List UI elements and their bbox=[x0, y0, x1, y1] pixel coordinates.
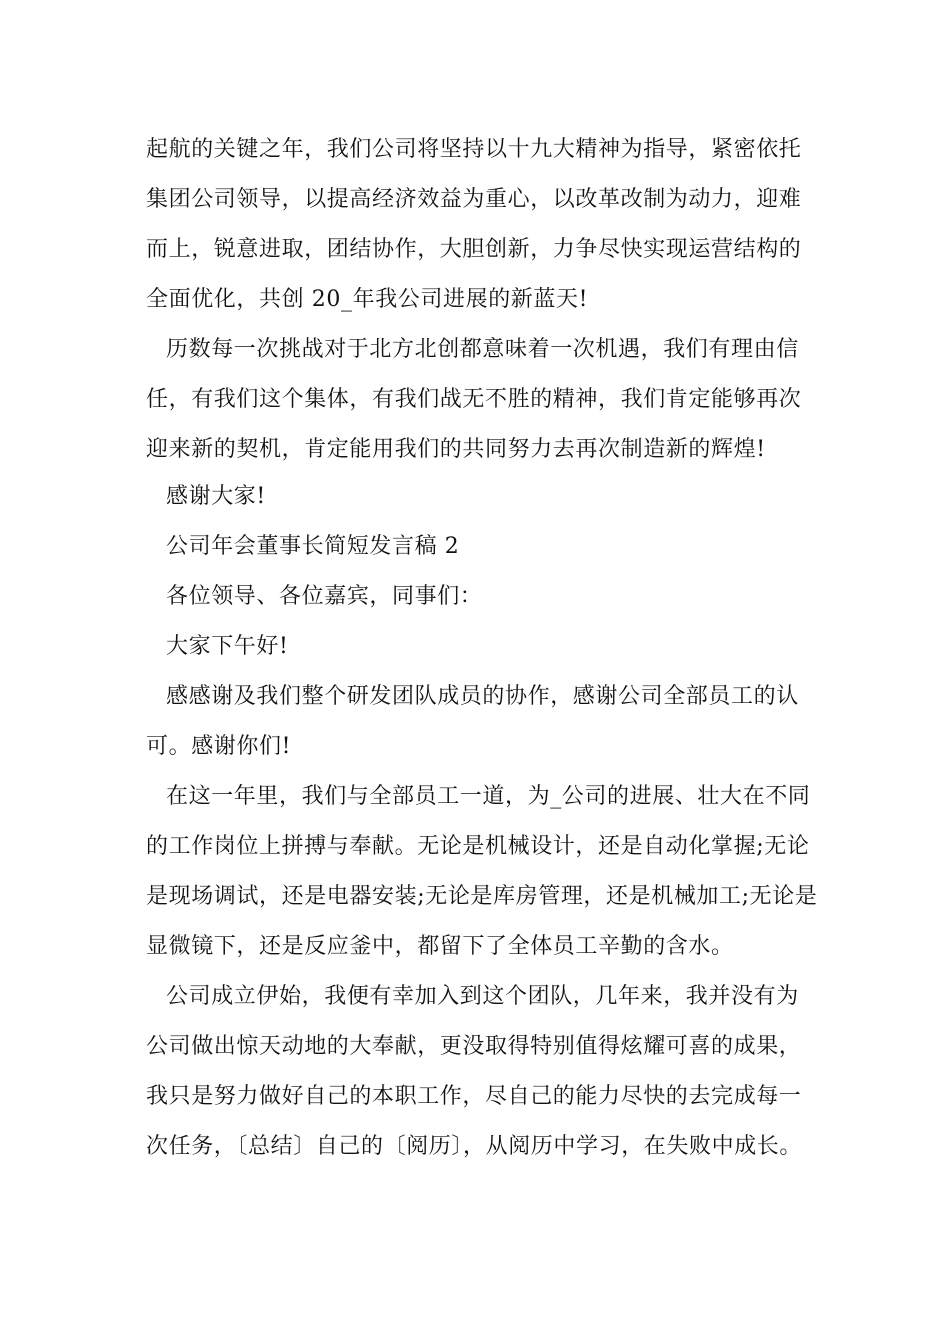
text-line: 迎来新的契机，肯定能用我们的共同努力去再次制造新的辉煌! bbox=[146, 437, 766, 462]
text-line: 的工作岗位上拼搏与奉献。无论是机械设计，还是自动化掌握;无论 bbox=[146, 834, 810, 859]
text-line: 起航的关键之年，我们公司将坚持以十九大精神为指导，紧密依托 bbox=[146, 137, 802, 162]
paragraph-start-line: 感感谢及我们整个研发团队成员的协作，感谢公司全部员工的认 bbox=[166, 684, 799, 709]
text-line: 次任务，〔总结〕自己的〔阅历〕，从阅历中学习，在失败中成长。 bbox=[146, 1134, 803, 1159]
section-title: 公司年会董事长简短发言稿 2 bbox=[166, 534, 460, 559]
text-line: 可。感谢你们! bbox=[146, 734, 292, 759]
text-line: 我只是努力做好自己的本职工作，尽自己的能力尽快的去完成每一 bbox=[146, 1084, 802, 1109]
salutation-line: 各位领导、各位嘉宾，同事们： bbox=[166, 584, 483, 609]
paragraph-start-line: 在这一年里，我们与全部员工一道，为_公司的进展、壮大在不同 bbox=[166, 784, 811, 809]
text-line: 任，有我们这个集体，有我们战无不胜的精神，我们肯定能够再次 bbox=[146, 387, 802, 412]
text-line: 全面优化，共创 20_年我公司进展的新蓝天! bbox=[146, 287, 589, 312]
text-line: 显微镜下，还是反应釜中，都留下了全体员工辛勤的含水。 bbox=[146, 934, 734, 959]
text-line: 而上，锐意进取，团结协作，大胆创新，力争尽快实现运营结构的 bbox=[146, 237, 802, 262]
text-line: 是现场调试，还是电器安装;无论是库房管理，还是机械加工;无论是 bbox=[146, 884, 818, 909]
closing-line: 感谢大家! bbox=[166, 484, 266, 509]
text-line: 公司做出惊天动地的大奉献，更没取得特别值得炫耀可喜的成果， bbox=[146, 1034, 802, 1059]
paragraph-start-line: 公司成立伊始，我便有幸加入到这个团队，几年来，我并没有为 bbox=[166, 984, 799, 1009]
paragraph-start-line: 历数每一次挑战对于北方北创都意味着一次机遇，我们有理由信 bbox=[166, 337, 799, 362]
text-line: 集团公司领导，以提高经济效益为重心，以改革改制为动力，迎难 bbox=[146, 187, 802, 212]
greeting-line: 大家下午好! bbox=[166, 634, 289, 659]
